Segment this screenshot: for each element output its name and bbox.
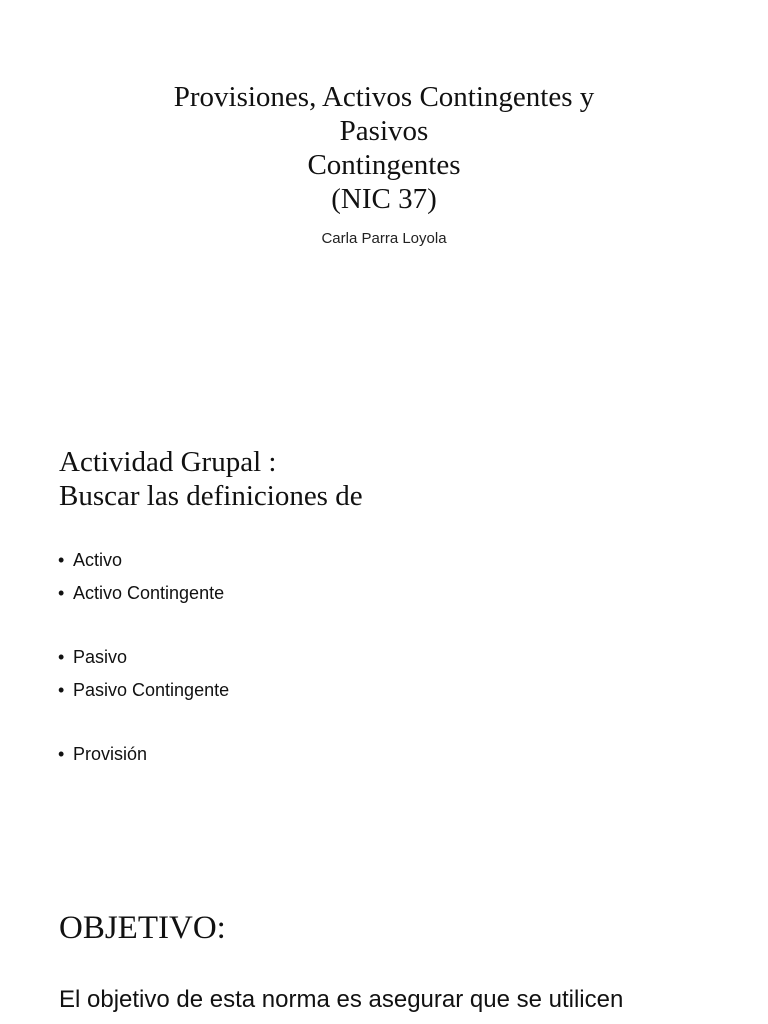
bullet-icon: • <box>58 744 65 764</box>
list-item-label: Provisión <box>73 744 148 764</box>
list-item <box>58 744 147 765</box>
author-name: Carla Parra Loyola <box>321 230 447 247</box>
list-item-label: Pasivo <box>73 647 128 667</box>
list-item-label: Activo <box>73 550 123 570</box>
title-line: (NIC 37) <box>331 183 437 215</box>
activity-heading-line: Buscar las definiciones de <box>59 480 363 512</box>
list-item <box>58 583 224 604</box>
activity-heading-line: Actividad Grupal : <box>59 446 277 478</box>
title-line: Contingentes <box>307 149 461 181</box>
list-item <box>58 550 122 571</box>
list-item-label: Activo Contingente <box>73 583 225 603</box>
bullet-icon: • <box>58 550 65 570</box>
bullet-icon: • <box>58 647 65 667</box>
slide-title <box>0 80 768 216</box>
objective-text: El objetivo de esta norma es asegurar que se utilicen <box>59 986 624 1013</box>
bullet-icon: • <box>58 583 65 603</box>
objective-heading: OBJETIVO: <box>59 910 226 946</box>
bullet-icon: • <box>58 680 65 700</box>
title-line: Provisiones, Activos Contingentes y <box>173 81 595 113</box>
title-line: Pasivos <box>339 115 429 147</box>
list-item-label: Pasivo Contingente <box>73 680 230 700</box>
activity-heading <box>59 445 363 513</box>
list-item <box>58 647 127 668</box>
list-item <box>58 680 229 701</box>
